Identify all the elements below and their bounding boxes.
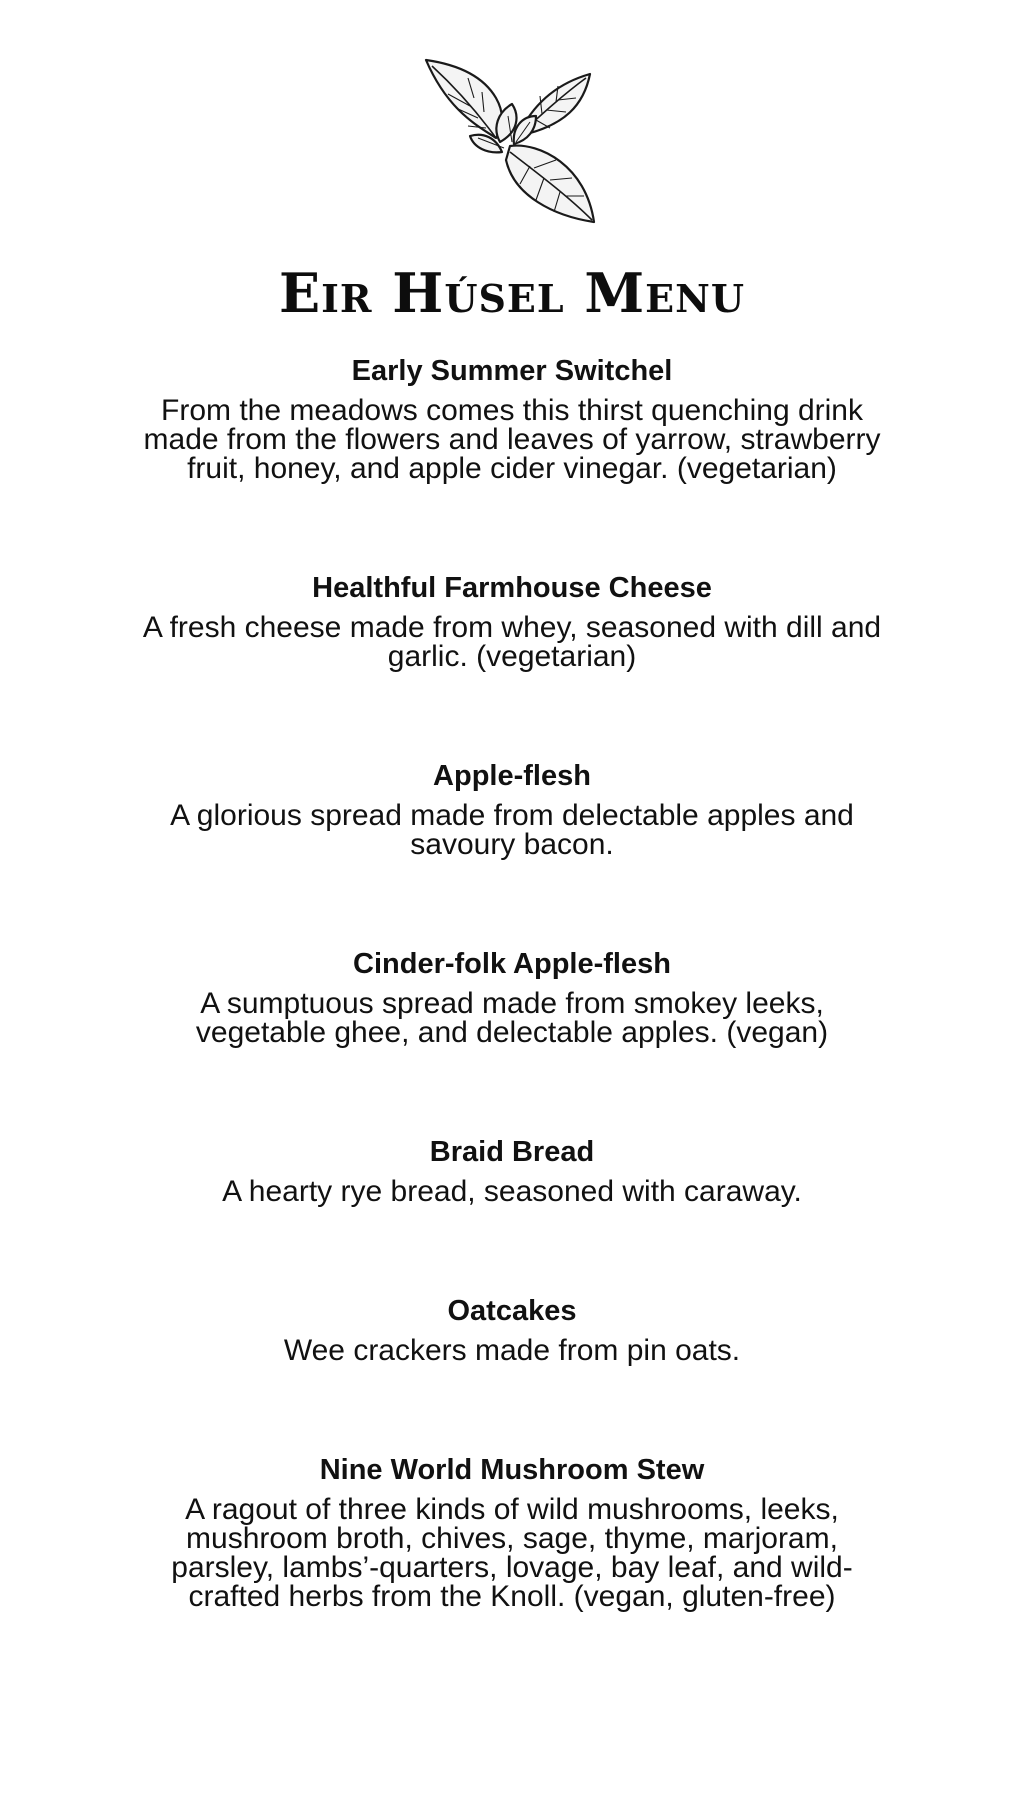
menu-item-description: Wee crackers made from pin oats. bbox=[283, 1334, 741, 1367]
menu-item bbox=[140, 571, 884, 671]
menu-item bbox=[140, 1453, 884, 1611]
menu-item-description: A sumptuous spread made from smokey leeks, vegetable ghee, and delectable apples. (vegan) bbox=[195, 987, 829, 1049]
menu-item-description: A glorious spread made from delectable apples and savoury bacon. bbox=[170, 799, 854, 861]
menu-list bbox=[140, 354, 884, 1611]
menu-item-name: Early Summer Switchel bbox=[351, 355, 673, 387]
menu-item bbox=[140, 759, 884, 859]
menu-item-name: Braid Bread bbox=[429, 1136, 595, 1168]
menu-item-name: Apple-flesh bbox=[433, 760, 591, 792]
menu-item-description: From the meadows comes this thirst quenching drink made from the flowers and leaves of yarrow, strawberry fruit, honey, and apple cider vinegar. (vegetarian) bbox=[143, 394, 881, 485]
menu-item-name: Cinder-folk Apple-flesh bbox=[353, 948, 671, 980]
menu-item bbox=[140, 1294, 884, 1365]
mint-leaf-icon bbox=[418, 56, 614, 224]
menu-item bbox=[140, 947, 884, 1047]
menu-item bbox=[140, 354, 884, 483]
menu-item-name: Nine World Mushroom Stew bbox=[319, 1454, 705, 1486]
menu-item bbox=[140, 1135, 884, 1206]
menu-item-description: A ragout of three kinds of wild mushrooms, leeks, mushroom broth, chives, sage, thyme, marjoram, parsley, lambs’-quarters, lovage, bay leaf, and wild-crafted herbs from the Knoll. (vegan, gluten-free) bbox=[171, 1493, 853, 1613]
menu-title: Eir Húsel Menu bbox=[278, 261, 745, 325]
menu-item-description: A hearty rye bread, seasoned with caraway. bbox=[222, 1175, 802, 1208]
menu-item-name: Oatcakes bbox=[447, 1295, 577, 1327]
menu-item-name: Healthful Farmhouse Cheese bbox=[312, 572, 712, 604]
menu-item-description: A fresh cheese made from whey, seasoned with dill and garlic. (vegetarian) bbox=[142, 611, 882, 673]
